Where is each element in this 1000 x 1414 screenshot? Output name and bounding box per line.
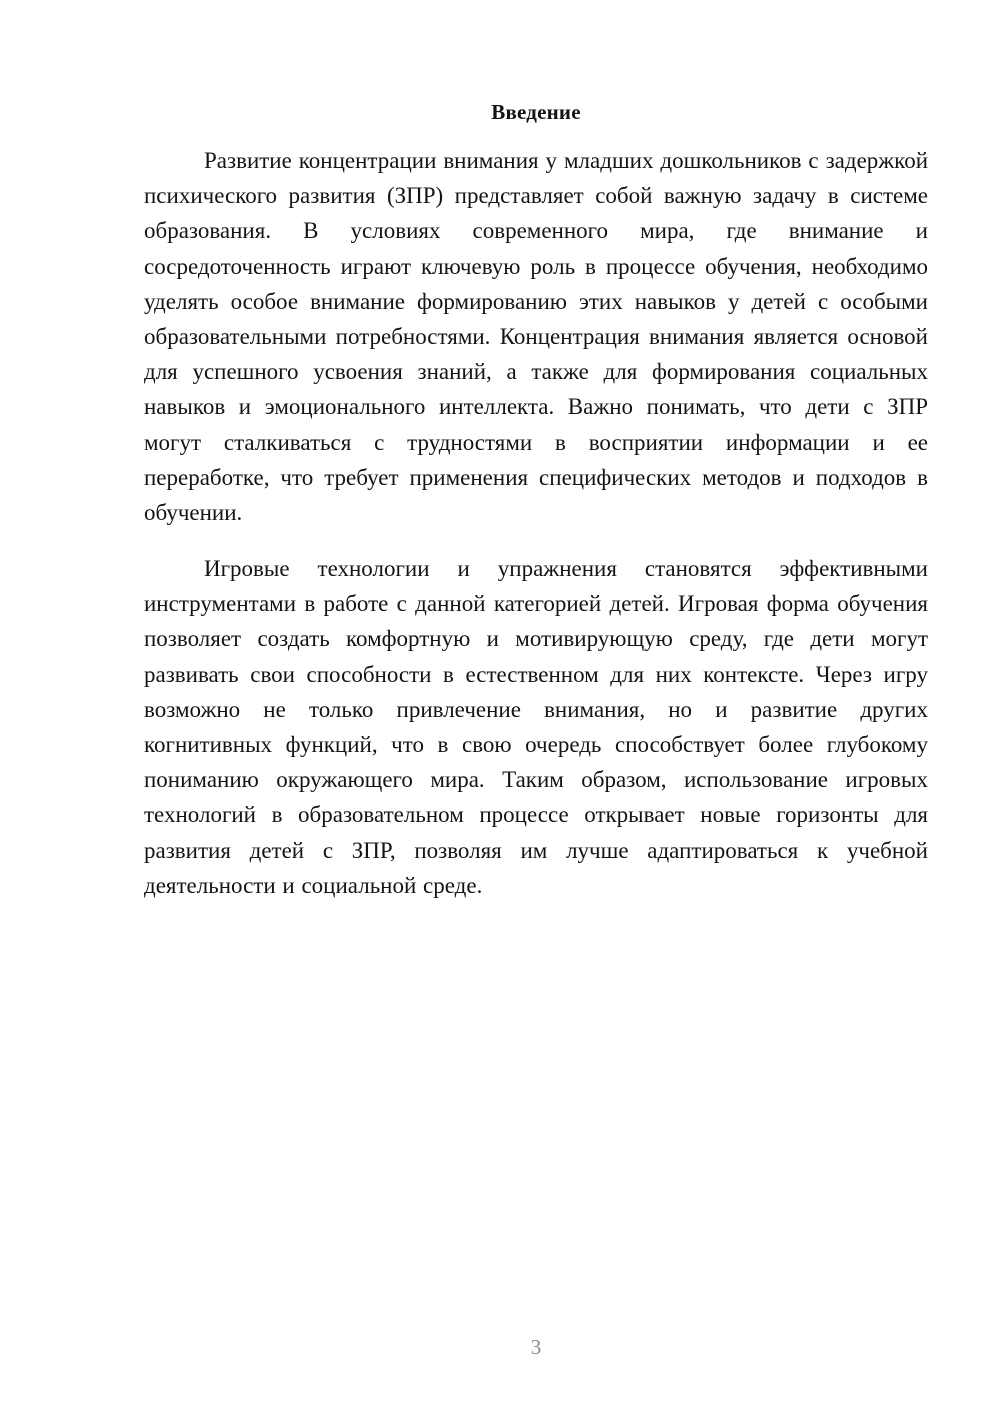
page-number: 3 [530, 1335, 542, 1359]
paragraph-intro: Развитие концентрации внимания у младших дошкольников с задержкой психического развития (ЗПР) представляет собой важную задачу в системе образования. В условиях современного мира, где внимание и сосредоточенность играют ключевую роль в процессе обучения, необходимо уделять особое внимание формированию этих навыков у детей с особыми образовательными потребностями. Концентрация внимания является основой для успешного усвоения знаний, а также для формирования социальных навыков и эмоционального интеллекта. Важно понимать, что дети с ЗПР могут сталкиваться с трудностями в восприятии информации и ее переработке, что требует применения специфических методов и подходов в обучении. [144, 148, 928, 526]
paragraph-game-technologies: Игровые технологии и упражнения становятся эффективными инструментами в работе с данной категорией детей. Игровая форма обучения позволяет создать комфортную и мотивирующую среду, где дети могут развивать свои способности в естественном для них контексте. Через игру возможно не только привлечение внимания, но и развитие других когнитивных функций, что в свою очередь способствует более глубокому пониманию окружающего мира. Таким образом, использование игровых технологий в образовательном процессе открывает новые горизонты для развития детей с ЗПР, позволяя им лучше адаптироваться к учебной деятельности и социальной среде. [144, 556, 928, 898]
section-heading: Введение [491, 100, 581, 124]
